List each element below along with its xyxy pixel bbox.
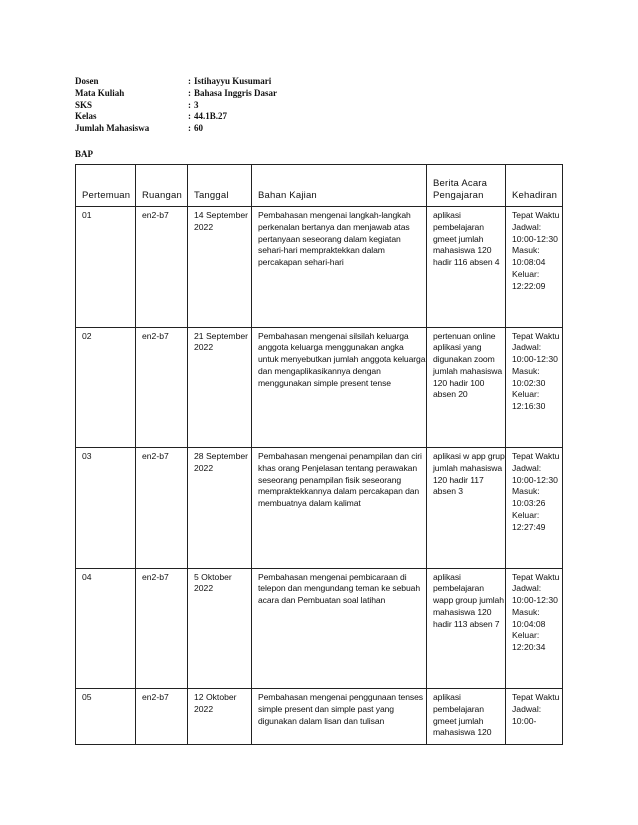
header-pertemuan: Pertemuan	[76, 165, 136, 207]
info-row-sks	[75, 100, 277, 112]
info-separator: :	[188, 99, 191, 110]
cell-pertemuan: 02	[76, 327, 136, 448]
table-row	[76, 207, 563, 328]
cell-ruangan: en2-b7	[136, 327, 188, 448]
cell-ruangan: en2-b7	[136, 689, 188, 745]
cell-kehadiran: Tepat Waktu Jadwal: 10:00-12:30 Masuk: 10:03:26 Keluar: 12:27:49	[506, 448, 563, 569]
info-label: Dosen	[75, 76, 99, 86]
cell-pertemuan: 03	[76, 448, 136, 569]
info-label: SKS	[75, 99, 93, 110]
header-ruangan: Ruangan	[136, 165, 188, 207]
info-row-mata-kuliah	[75, 88, 277, 100]
cell-pertemuan: 01	[76, 207, 136, 328]
info-label: Kelas	[75, 111, 97, 122]
cell-kehadiran: Tepat Waktu Jadwal: 10:00-	[506, 689, 563, 745]
header-bahan-kajian: Bahan Kajian	[252, 165, 427, 207]
cell-berita-acara: aplikasi w app grup jumlah mahasiswa 120 hadir 117 absen 3	[427, 448, 506, 569]
info-separator: :	[188, 76, 191, 86]
cell-kehadiran: Tepat Waktu Jadwal: 10:00-12:30 Masuk: 10:02:30 Keluar: 12:16:30	[506, 327, 563, 448]
cell-tanggal: 12 Oktober 2022	[188, 689, 252, 745]
info-value: Bahasa Inggris Dasar	[194, 87, 278, 98]
cell-ruangan: en2-b7	[136, 448, 188, 569]
cell-tanggal: 14 September 2022	[188, 207, 252, 328]
cell-berita-acara: pertenuan online aplikasi yang digunakan zoom jumlah mahasiswa 120 hadir 100 absen 20	[427, 327, 506, 448]
table-row	[76, 327, 563, 448]
table-row	[76, 689, 563, 745]
course-info	[75, 76, 277, 135]
cell-ruangan: en2-b7	[136, 568, 188, 689]
table-row	[76, 448, 563, 569]
cell-bahan-kajian: Pembahasan mengenai langkah-langkah perkenalan bertanya dan menjawab atas pertanyaan seseorang dalam kegiatan sehari-hari mempraktekkan dalam percakapan sehari-hari	[252, 207, 427, 328]
cell-bahan-kajian: Pembahasan mengenai silsilah keluarga anggota keluarga menggunakan angka untuk menyebutkan jumlah anggota keluarga dan mengaplikasikannya dengan menggunakan simple present tense	[252, 327, 427, 448]
cell-tanggal: 5 Oktober 2022	[188, 568, 252, 689]
cell-bahan-kajian: Pembahasan mengenai pembicaraan di telepon dan mengundang teman ke sebuah acara dan Pembuatan soal latihan	[252, 568, 427, 689]
cell-berita-acara: aplikasi pembelajaran gmeet jumlah mahasiswa 120 hadir 116 absen 4	[427, 207, 506, 328]
info-separator: :	[188, 111, 191, 122]
info-row-dosen	[75, 76, 277, 88]
cell-tanggal: 28 September 2022	[188, 448, 252, 569]
cell-berita-acara: aplikasi pembelajaran gmeet jumlah mahasiswa 120	[427, 689, 506, 745]
info-row-jumlah-mahasiswa	[75, 123, 277, 135]
cell-tanggal: 21 September 2022	[188, 327, 252, 448]
info-separator: :	[188, 123, 191, 134]
info-value: 60	[194, 123, 203, 134]
cell-pertemuan: 05	[76, 689, 136, 745]
bap-title: BAP	[75, 149, 93, 159]
info-separator: :	[188, 87, 191, 98]
cell-kehadiran: Tepat Waktu Jadwal: 10:00-12:30 Masuk: 10:08:04 Keluar: 12:22:09	[506, 207, 563, 328]
info-value: 44.1B.27	[194, 111, 228, 122]
header-kehadiran: Kehadiran	[506, 165, 563, 207]
info-label: Mata Kuliah	[75, 87, 125, 98]
info-row-kelas	[75, 111, 277, 123]
bap-table	[75, 164, 563, 745]
cell-bahan-kajian: Pembahasan mengenai penggunaan tenses simple present dan simple past yang digunakan dalam lisan dan tulisan	[252, 689, 427, 745]
header-berita-acara: Berita Acara Pengajaran	[427, 165, 506, 207]
info-value: Istihayyu Kusumari	[194, 76, 272, 86]
cell-berita-acara: aplikasi pembelajaran wapp group jumlah mahasiswa 120 hadir 113 absen 7	[427, 568, 506, 689]
info-value: 3	[194, 99, 199, 110]
cell-kehadiran: Tepat Waktu Jadwal: 10:00-12:30 Masuk: 10:04:08 Keluar: 12:20:34	[506, 568, 563, 689]
header-tanggal: Tanggal	[188, 165, 252, 207]
cell-bahan-kajian: Pembahasan mengenai penampilan dan ciri khas orang Penjelasan tentang perawakan seseorang penampilan fisik seseorang mempraktekkannya dalam percakapan dan membuatnya dalam kalimat	[252, 448, 427, 569]
cell-ruangan: en2-b7	[136, 207, 188, 328]
table-row	[76, 568, 563, 689]
info-label: Jumlah Mahasiswa	[75, 123, 150, 134]
cell-pertemuan: 04	[76, 568, 136, 689]
table-header-row	[76, 165, 563, 207]
